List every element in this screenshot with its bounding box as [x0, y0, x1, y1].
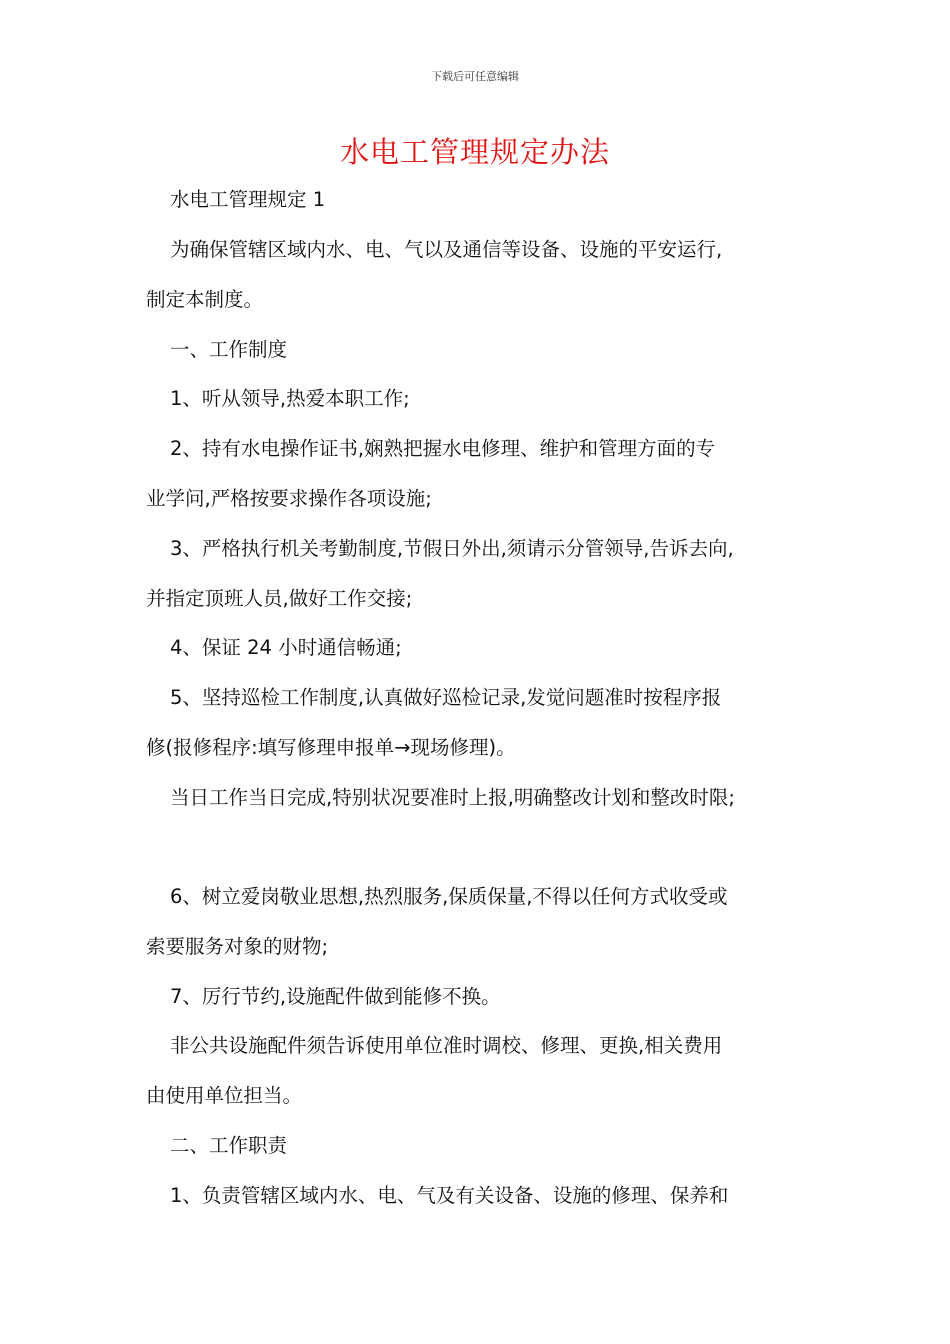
- section-heading: 二、工作职责: [170, 1134, 288, 1157]
- paragraph-line: 修(报修程序:填写修理申报单→现场修理)。: [146, 736, 516, 759]
- paragraph-line: 4、保证 24 小时通信畅通;: [170, 636, 402, 659]
- paragraph-line: 非公共设施配件须告诉使用单位准时调校、修理、更换,相关费用: [170, 1034, 723, 1057]
- paragraph-line: 索要服务对象的财物;: [146, 935, 329, 958]
- paragraph-line: 1、听从领导,热爱本职工作;: [170, 387, 410, 410]
- document-title: 水电工管理规定办法: [339, 135, 610, 169]
- paragraph-line: 6、树立爱岗敬业思想,热烈服务,保质保量,不得以任何方式收受或: [170, 885, 728, 908]
- header-note: 下载后可任意编辑: [431, 70, 519, 83]
- paragraph-line: 2、持有水电操作证书,娴熟把握水电修理、维护和管理方面的专: [170, 437, 716, 460]
- paragraph-line: 为确保管辖区域内水、电、气以及通信等设备、设施的平安运行,: [170, 238, 723, 261]
- paragraph-line: 由使用单位担当。: [146, 1084, 303, 1107]
- paragraph-line: 5、坚持巡检工作制度,认真做好巡检记录,发觉问题准时按程序报: [170, 686, 722, 709]
- paragraph-line: 7、厉行节约,设施配件做到能修不换。: [170, 985, 501, 1008]
- subtitle-line: 水电工管理规定 1: [170, 188, 326, 211]
- paragraph-line: 当日工作当日完成,特别状况要准时上报,明确整改计划和整改时限;: [170, 786, 735, 809]
- paragraph-line: 1、负责管辖区域内水、电、气及有关设备、设施的修理、保养和: [170, 1184, 729, 1207]
- paragraph-line: 3、严格执行机关考勤制度,节假日外出,须请示分管领导,告诉去向,: [170, 537, 734, 560]
- paragraph-line: 制定本制度。: [146, 288, 264, 311]
- paragraph-line: 业学问,严格按要求操作各项设施;: [146, 487, 432, 510]
- section-heading: 一、工作制度: [170, 338, 288, 361]
- paragraph-line: 并指定顶班人员,做好工作交接;: [146, 587, 413, 610]
